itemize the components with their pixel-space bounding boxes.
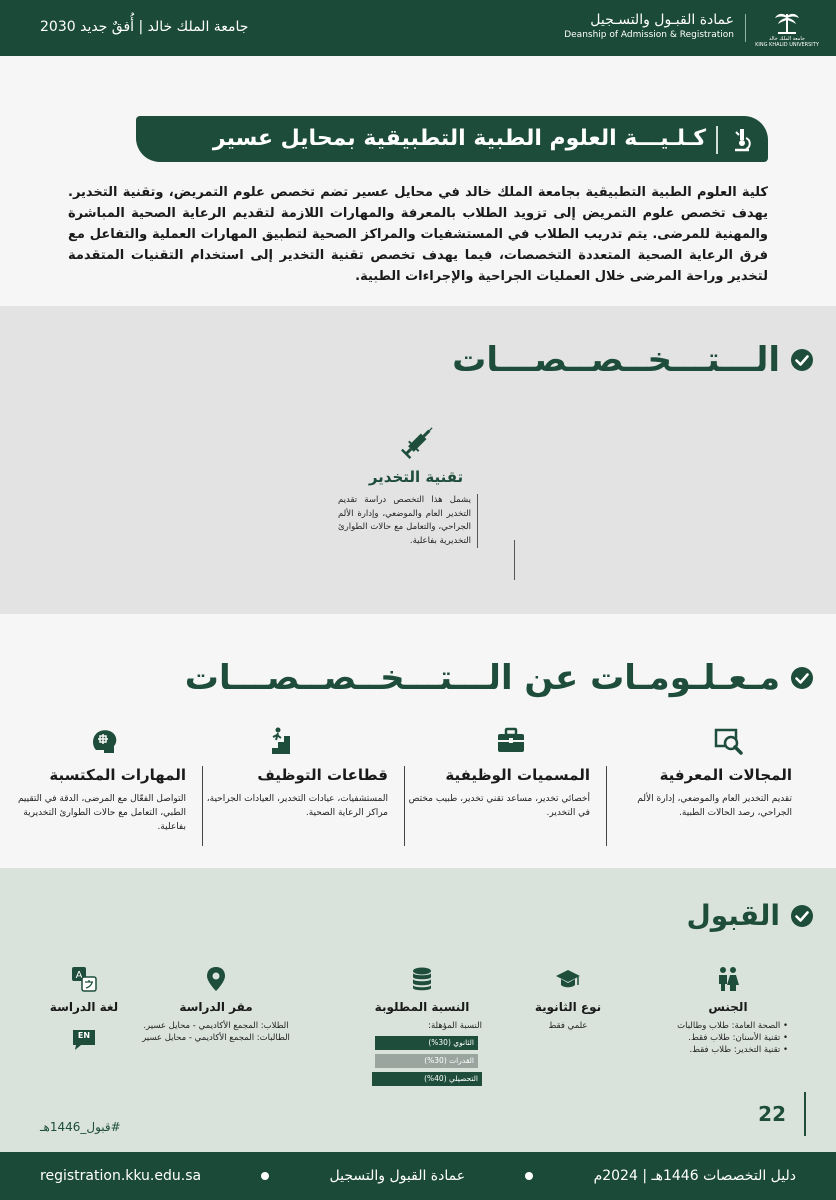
check-circle-icon <box>790 348 814 372</box>
deanship-block <box>564 12 734 41</box>
admission-ratio <box>362 966 482 1090</box>
info-item-divider <box>202 766 203 846</box>
briefcase-icon <box>496 726 526 756</box>
magnifier-icon <box>714 726 744 756</box>
translate-icon <box>71 966 97 992</box>
admission-gender <box>668 966 788 1056</box>
admission-language <box>34 966 134 1052</box>
info-item-title: المجالات المعرفية <box>659 766 792 784</box>
admission-item-text: علمي فقط <box>548 1021 588 1031</box>
puzzle-head-icon <box>90 726 120 756</box>
footer-url[interactable]: registration.kku.edu.sa <box>40 1168 202 1184</box>
college-title: كـلـيـــة العلوم الطبية التطبيقية بمحايل عسير <box>212 126 706 151</box>
banner-divider <box>716 126 718 154</box>
admission-location-lines <box>118 1020 314 1044</box>
info-item-text: أخصائي تخدير، مساعد تقني تخدير، طبيب مختص في التخدير. <box>408 794 590 818</box>
specialization-card <box>316 422 516 580</box>
footer-dot <box>525 1172 533 1180</box>
admission-title: القبول <box>686 899 780 932</box>
info-item-title: قطاعات التوظيف <box>257 766 388 784</box>
check-circle-icon <box>790 666 814 690</box>
language-badge: EN <box>77 1031 91 1040</box>
college-description: كلية العلوم الطبية التطبيقية بجامعة الملك خالد في محايل عسير تضم تخصص علوم التمريض، وتقنية التخدير. يهدف تخصص علوم التمريض إلى تزويد الطلاب بالمعرفة والمهارات اللازمة لتقديم الرعاية الصحية المباشرة والمهنية للمرضى. يتم تدريب الطلاب في المستشفيات والمراكز الصحية لتطبيق المهارات العملية والتفاعل مع فرق الرعاية الصحية المتعددة التخصصات، فيما يهدف تخصص تقنية التخدير إلى استخدام التقنيات المتقدمة لتخدير وراحة المرضى خلال العمليات الجراحية والإجراءات الطبية. <box>68 185 768 284</box>
deanship-name-en: Deanship of Admission & Registration <box>564 30 734 40</box>
page-footer <box>0 1152 836 1200</box>
footer-guide: دليل التخصصات 1446هـ | 2024م <box>593 1168 796 1184</box>
info-item-acquired-skills <box>0 726 186 852</box>
admission-item-title: الجنس <box>708 1000 748 1014</box>
logo-text-en: KING KHALID UNIVERSITY <box>755 42 819 48</box>
location-line: الطلاب: المجمع الأكاديمي - محايل عسير. <box>143 1021 289 1031</box>
header-slogan: جامعة الملك خالد | أُفقٌ جديد 2030 <box>40 19 249 35</box>
ratio-bar: القدرات (30%) <box>375 1054 478 1068</box>
check-circle-icon <box>790 904 814 928</box>
specialization-description: يشمل هذا التخصص دراسة تقديم التخدير العام والموضعي، وإدارة الألم الجراحي، والتعامل مع حالات الطوارئ التخديرية بفاعلية. <box>338 494 478 548</box>
admission-item-title: مقر الدراسة <box>179 1000 253 1014</box>
ratio-label: النسبة المؤهلة: <box>428 1021 482 1031</box>
college-banner <box>136 116 768 162</box>
syringe-icon <box>398 422 438 462</box>
college-intro-section <box>0 56 836 306</box>
stairs-icon <box>264 726 294 756</box>
footer-deanship: عمادة القبول والتسجيل <box>329 1168 466 1184</box>
specializations-section <box>0 306 836 614</box>
info-item-text: التواصل الفعّال مع المرضى، الدقة في التقييم الطبي، التعامل مع حالات الطوارئ التخديرية بفاعلية. <box>17 794 186 832</box>
database-icon <box>409 966 435 992</box>
people-icon <box>715 966 741 992</box>
specializations-title: الـــتـــخــصــصـــات <box>452 340 780 380</box>
page-number: 22 <box>758 1102 786 1126</box>
info-section <box>0 614 836 868</box>
university-logo <box>756 10 818 50</box>
specialization-name: تقنية التخدير <box>368 468 464 486</box>
info-title: مـعـلـومـات عن الـــتـــخــصــصـــات <box>184 658 780 698</box>
admission-section <box>0 868 836 1152</box>
admission-item-title: لغة الدراسة <box>49 1000 119 1014</box>
microscope-icon <box>728 126 756 154</box>
info-heading <box>185 658 814 698</box>
page-header <box>0 0 836 56</box>
gender-line: • الصحة العامة: طلاب وطالبات <box>668 1020 788 1032</box>
speech-bubble-icon <box>71 1028 97 1052</box>
admission-item-title: النسبة المطلوبة <box>374 1000 470 1014</box>
info-item-title: المسميات الوظيفية <box>445 766 590 784</box>
info-item-job-titles <box>404 726 590 852</box>
specializations-heading <box>452 340 814 380</box>
svg-text:A: A <box>75 970 83 981</box>
admission-hashtag: #قبول_1446هـ <box>40 1120 121 1134</box>
admission-school-type <box>518 966 618 1032</box>
palm-logo-icon <box>772 10 802 36</box>
location-line: الطالبات: المجمع الأكاديمي - محايل عسير <box>142 1033 290 1043</box>
admission-item-title: نوع الثانوية <box>534 1000 602 1014</box>
info-item-employment-sectors <box>202 726 388 852</box>
ratio-bar: التحصيلي (40%) <box>372 1072 482 1086</box>
info-item-title: المهارات المكتسبة <box>49 766 186 784</box>
map-pin-icon <box>203 966 229 992</box>
gender-line: • تقنية الأسنان: طلاب فقط. <box>668 1032 788 1044</box>
gender-line: • تقنية التخدير: طلاب فقط. <box>668 1044 788 1056</box>
logo-text-ar: جامعة الملك خالد <box>769 36 805 42</box>
info-item-divider <box>404 766 405 846</box>
ratio-bar: الثانوي (30%) <box>375 1036 478 1050</box>
admission-heading <box>686 898 814 934</box>
graduation-cap-icon <box>555 966 581 992</box>
ratio-bars <box>362 1036 482 1090</box>
info-item-divider <box>606 766 607 846</box>
page-number-divider <box>804 1092 806 1136</box>
admission-location <box>118 966 314 1044</box>
deanship-name-ar: عمادة القبـول والتسـجيل <box>590 12 734 28</box>
info-item-knowledge-fields <box>606 726 792 852</box>
info-item-text: تقديم التخدير العام والموضعي، إدارة الألم الجراحي، رصد الحالات الطبية. <box>637 794 792 818</box>
header-divider <box>745 14 746 42</box>
footer-dot <box>261 1172 269 1180</box>
info-item-text: المستشفيات، عيادات التخدير، العيادات الجراحية، مراكز الرعاية الصحية. <box>206 794 388 818</box>
admission-gender-lines <box>668 1020 788 1056</box>
card-divider <box>514 540 515 580</box>
